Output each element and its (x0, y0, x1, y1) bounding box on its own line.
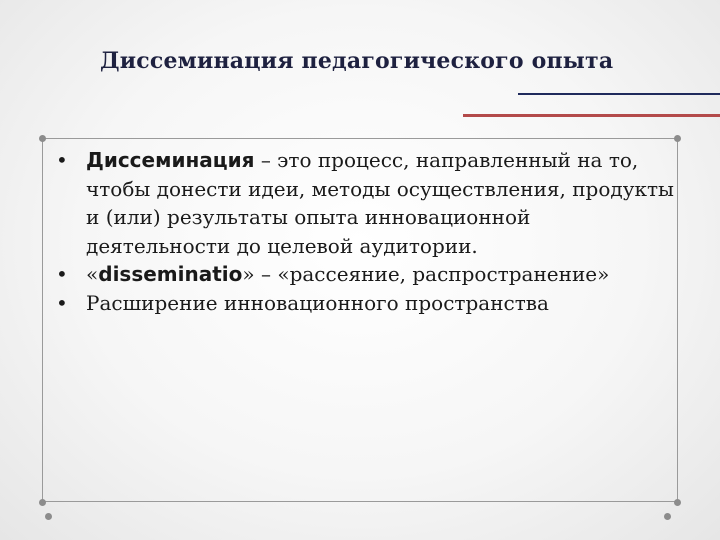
accent-line-red (463, 114, 720, 117)
bullet-text: » – «рассеяние, распространение» (242, 262, 610, 286)
slide-corner-dot-bottom-left (45, 513, 52, 520)
bullet-text: Расширение инновационного пространства (86, 290, 549, 315)
frame-corner-dot-bottom-right (674, 499, 681, 506)
frame-corner-dot-top-left (39, 135, 46, 142)
frame-corner-dot-bottom-left (39, 499, 46, 506)
slide-corner-dot-bottom-right (664, 513, 671, 520)
bullet-item-etymology (50, 260, 678, 289)
bullet-open-quote: « (86, 262, 99, 286)
slide-title: Диссеминация педагогического опыта (100, 48, 614, 74)
bullet-marker: • (56, 262, 68, 286)
accent-line-blue (518, 93, 720, 95)
bullet-list (50, 146, 678, 317)
bullet-term: Диссеминация (86, 148, 255, 172)
frame-corner-dot-top-right (674, 135, 681, 142)
bullet-marker: • (56, 290, 68, 315)
bullet-marker: • (56, 148, 68, 172)
bullet-term: disseminatio (98, 262, 243, 286)
bullet-item-definition (50, 146, 678, 260)
bullet-item-expansion (50, 289, 678, 318)
bullet-text: – это процесс, направленный на то, чтобы донести идеи, методы осуществления, продукты и (или) результаты опыта инновационной деятельности до целевой аудитории. (86, 148, 674, 258)
